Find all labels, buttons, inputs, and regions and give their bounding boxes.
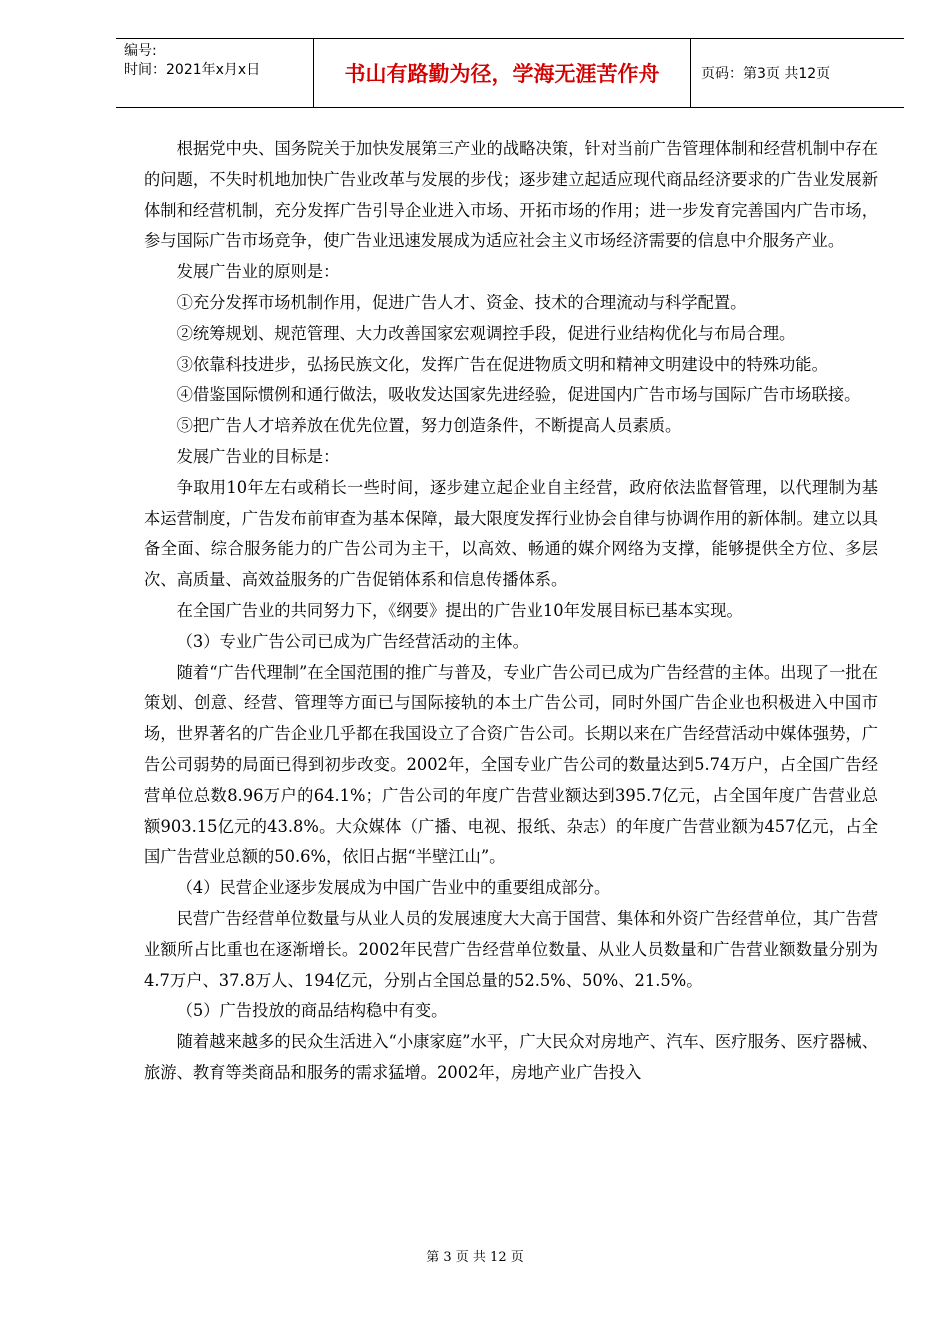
page-header [116,38,904,108]
header-meta [116,39,314,107]
paragraph: ①充分发挥市场机制作用，促进广告人才、资金、技术的合理流动与科学配置。 [176,292,747,312]
paragraph: 随着“广告代理制”在全国范围的推广与普及，专业广告公司已成为广告经营的主体。出现了一批在策划、创意、经营、管理等方面已与国际接轨的本土广告公司，同时外国广告企业也积极进入中国市场，世界著名的广告企业几乎都在我国设立了合资广告公司。长期以来在广告经营活动中媒体强势，广告公司弱势的局面已得到初步改变。2002年，全国专业广告公司的数量达到5.74万户，占全国广告经营单位总数8.96万户的64.1%；广告公司的年度广告营业额达到395.7亿元，占全国年度广告营业总额903.15亿元的43.8%。大众媒体（广播、电视、报纸、杂志）的年度广告营业额为457亿元，占全国广告营业总额的50.6%，依旧占据“半壁江山”。 [144,662,878,867]
document-body [144,134,878,1089]
paragraph: ④借鉴国际惯例和通行做法，吸收发达国家先进经验，促进国内广告市场与国际广告市场联接。 [176,385,861,405]
paragraph: 发展广告业的原则是： [176,262,340,282]
number-label: 编号: [124,43,157,59]
paragraph: ③依靠科技进步，弘扬民族文化，发挥广告在促进物质文明和精神文明建设中的特殊功能。 [176,354,828,374]
paragraph: 争取用10年左右或稍长一些时间，逐步建立起企业自主经营，政府依法监督管理，以代理制为基本运营制度，广告发布前审查为基本保障，最大限度发挥行业协会自律与协调作用的新体制。建立以具备全面、综合服务能力的广告公司为主干，以高效、畅通的媒介网络为支撑，能够提供全方位、多层次、高质量、高效益服务的广告促销体系和信息传播体系。 [144,477,878,590]
paragraph: ⑤把广告人才培养放在优先位置，努力创造条件，不断提高人员素质。 [176,416,682,436]
paragraph: 发展广告业的目标是： [176,446,340,466]
section-heading: （5）广告投放的商品结构稳中有变。 [176,1001,448,1021]
time-label: 时间：2021年x月x日 [124,62,261,78]
paragraph: ②统筹规划、规范管理、大力改善国家宏观调控手段，促进行业结构优化与布局合理。 [176,323,796,343]
section-heading: （4）民营企业逐步发展成为中国广告业中的重要组成部分。 [176,878,611,898]
section-heading: （3）专业广告公司已成为广告经营活动的主体。 [176,631,529,651]
page-footer: 第 3 页 共 12 页 [426,1250,524,1265]
paragraph: 随着越来越多的民众生活进入“小康家庭”水平，广大民众对房地产、汽车、医疗服务、医疗器械、旅游、教育等类商品和服务的需求猛增。2002年，房地产业广告投入 [144,1032,878,1082]
paragraph: 在全国广告业的共同努力下，《纲要》提出的广告业10年发展目标已基本实现。 [176,600,743,620]
paragraph: 民营广告经营单位数量与从业人员的发展速度大大高于国营、集体和外资广告经营单位，其广告营业额所占比重也在逐渐增长。2002年民营广告经营单位数量、从业人员数量和广告营业额数量分别为4.7万户、37.8万人、194亿元，分别占全国总量的52.5%、50%、21.5%。 [144,908,878,990]
paragraph: 根据党中央、国务院关于加快发展第三产业的战略决策，针对当前广告管理体制和经营机制中存在的问题，不失时机地加快广告业改革与发展的步伐；逐步建立起适应现代商品经济要求的广告业发展新体制和经营机制，充分发挥广告引导企业进入市场、开拓市场的作用；进一步发育完善国内广告市场，参与国际广告市场竞争，使广告业迅速发展成为适应社会主义市场经济需要的信息中介服务产业。 [144,139,878,251]
header-motto: 书山有路勤为径，学海无涯苦作舟 [314,39,691,107]
header-page-info: 页码：第3页 共12页 [701,66,831,82]
